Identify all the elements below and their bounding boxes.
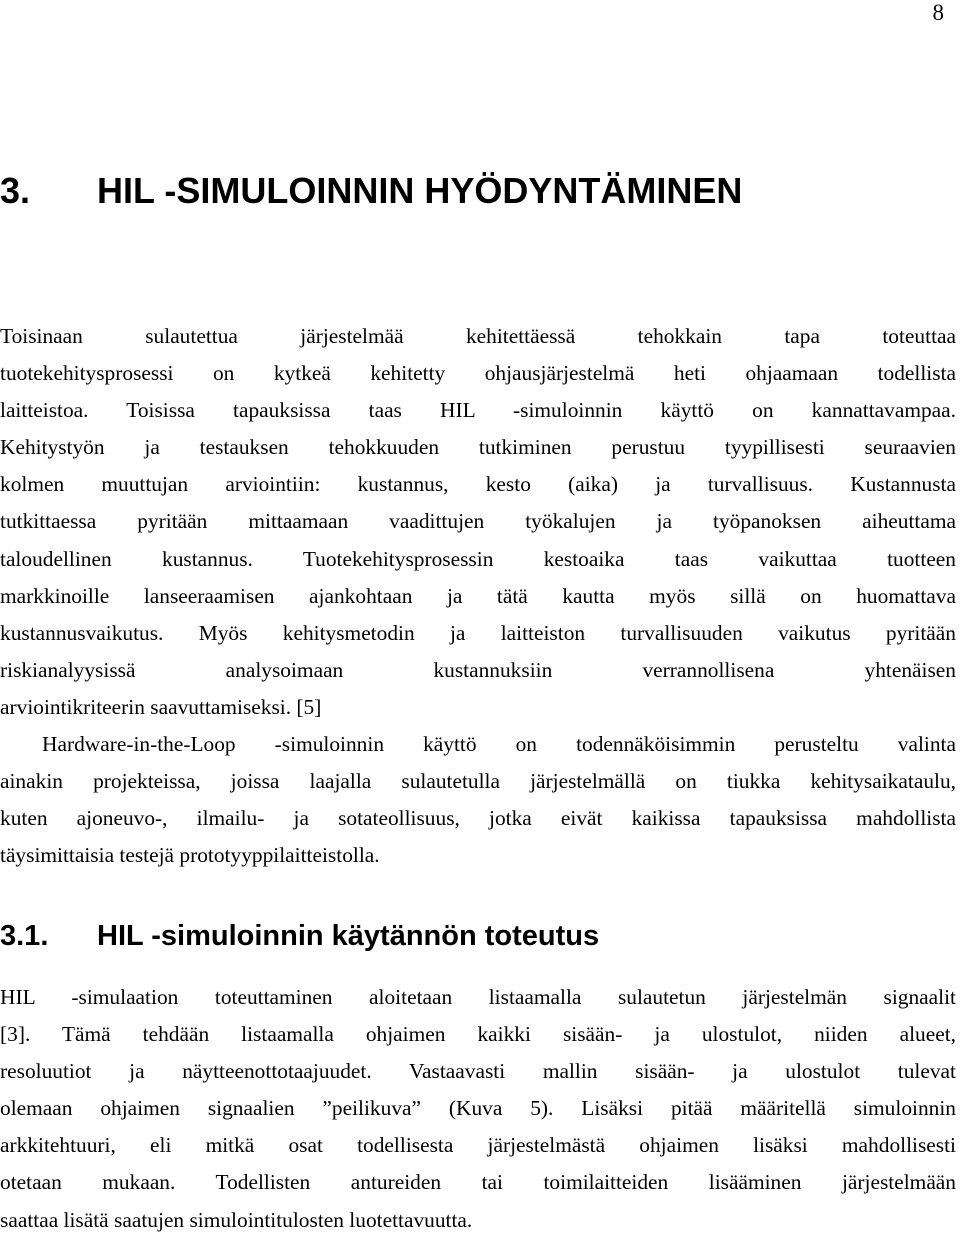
- paragraph-line: täysimittaisia testejä prototyyppilaitteistolla.: [0, 843, 380, 868]
- paragraph-line: arkkitehtuuri, eli mitkä osat todellisesta järjestelmästä ohjaimen lisäksi mahdollisesti: [0, 1133, 956, 1158]
- section-title: HIL -simuloinnin käytännön toteutus: [97, 920, 600, 952]
- paragraph-line: Hardware-in-the-Loop -simuloinnin käyttö on todennäköisimmin perusteltu valinta: [42, 732, 956, 756]
- paragraph-line: saattaa lisätä saatujen simulointitulosten luotettavuutta.: [0, 1207, 473, 1232]
- paragraph-line: kuten ajoneuvo-, ilmailu- ja sotateollisuus, jotka eivät kaikissa tapauksissa mahdollista: [0, 806, 956, 831]
- section-heading: [0, 918, 960, 954]
- paragraph-line: kustannusvaikutus. Myös kehitysmetodin ja laitteiston turvallisuuden vaikutus pyritään: [0, 620, 956, 645]
- paragraph-line: laitteistoa. Toisissa tapauksissa taas HIL -simuloinnin käyttö on kannattavampaa.: [0, 398, 956, 423]
- paragraph-line: Toisinaan sulautettua järjestelmää kehitettäessä tehokkain tapa toteuttaa: [0, 324, 956, 348]
- paragraph-line: riskianalyysissä analysoimaan kustannuksiin verrannollisena yhtenäisen: [0, 657, 956, 682]
- paragraph-line: tutkittaessa pyritään mittaamaan vaadittujen työkalujen ja työpanoksen aiheuttama: [0, 509, 956, 534]
- paragraph-line: kolmen muuttujan arviointiin: kustannus, kesto (aika) ja turvallisuus. Kustannusta: [0, 472, 956, 497]
- paragraph-line: taloudellinen kustannus. Tuotekehitysprosessin kestoaika taas vaikuttaa tuotteen: [0, 546, 956, 571]
- paragraph-line: otetaan mukaan. Todellisten antureiden tai toimilaitteiden lisääminen järjestelmään: [0, 1170, 956, 1195]
- paragraph-line: resoluutiot ja näytteenottotaajuudet. Vastaavasti mallin sisään- ja ulostulot tulevat: [0, 1059, 956, 1084]
- chapter-heading: [0, 170, 960, 212]
- section-number: 3.1.: [0, 920, 49, 952]
- paragraph-intro: [0, 318, 956, 726]
- paragraph-line: [3]. Tämä tehdään listaamalla ohjaimen kaikki sisään- ja ulostulot, niiden alueet,: [0, 1022, 956, 1047]
- paragraph-implementation: [0, 979, 956, 1239]
- paragraph-line: ainakin projekteissa, joissa laajalla sulautetulla järjestelmällä on tiukka kehitysaikataulu,: [0, 769, 956, 794]
- paragraph-line: arviointikriteerin saavuttamiseksi. [5]: [0, 694, 322, 719]
- paragraph-hil-usage: [0, 726, 956, 874]
- chapter-title: HIL -SIMULOINNIN HYÖDYNTÄMINEN: [97, 170, 743, 211]
- paragraph-line: olemaan ohjaimen signaalien ”peilikuva” (Kuva 5). Lisäksi pitää määritellä simuloinnin: [0, 1096, 956, 1121]
- chapter-number: 3.: [0, 170, 31, 211]
- paragraph-line: markkinoille lanseeraamisen ajankohtaan ja tätä kautta myös sillä on huomattava: [0, 583, 956, 608]
- paragraph-line: Kehitystyön ja testauksen tehokkuuden tutkiminen perustuu tyypillisesti seuraavien: [0, 435, 956, 460]
- paragraph-line: HIL -simulaation toteuttaminen aloitetaan listaamalla sulautetun järjestelmän signaalit: [0, 985, 956, 1009]
- paragraph-line: tuotekehitysprosessi on kytkeä kehitetty ohjausjärjestelmä heti ohjaamaan todellista: [0, 361, 956, 386]
- page-number: 8: [932, 0, 944, 25]
